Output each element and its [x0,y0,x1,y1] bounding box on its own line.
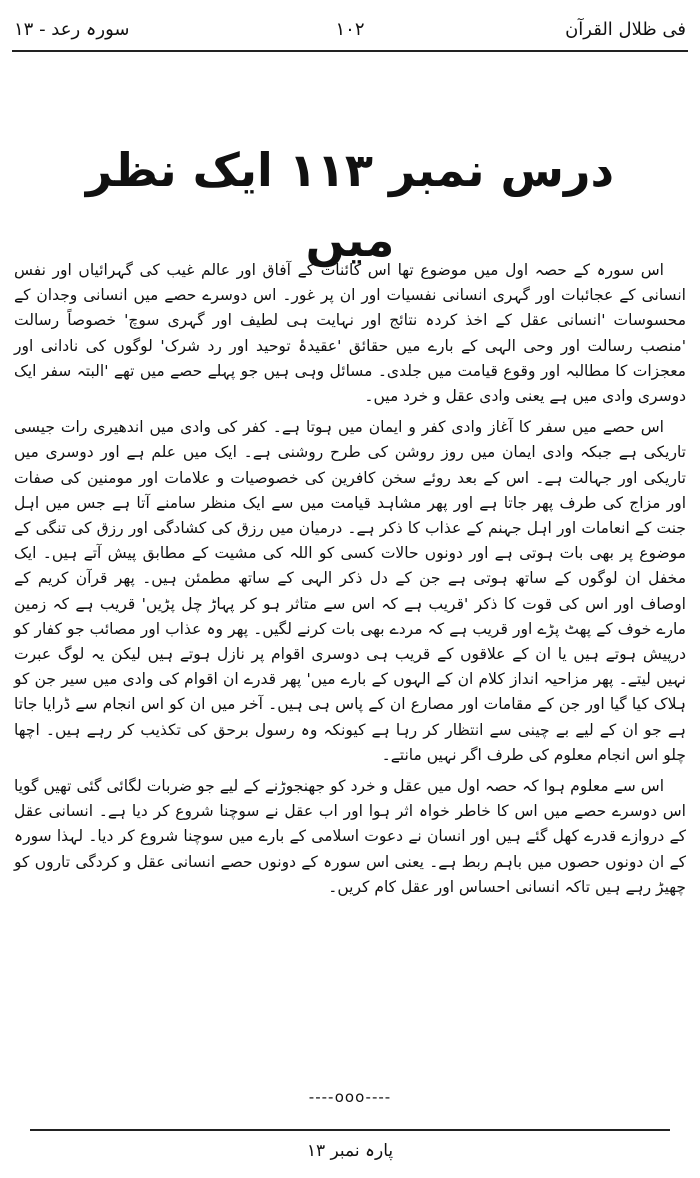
header-rule [12,50,688,52]
footer-rule [30,1129,670,1131]
surah-label: سورہ رعد - ۱۳ [14,18,130,40]
lesson-title: درس نمبر ۱۱۳ ایک نظر میں [85,143,615,267]
page-number: ۱۰۲ [335,18,365,40]
page-header [14,12,686,46]
paragraph-2: اس حصے میں سفر کا آغاز وادی کفر و ایمان میں ہوتا ہے۔ کفر کی وادی میں اندھیری رات جیسی تاریکی ہے جبکہ وادی ایمان میں روز روشن کی طرح روشنی ہے۔ ایک میں علم ہے اور دوسری میں تاریکی اور جہالت ہے۔ اس کے بعد روئے سخن کافرین کی خصوصیات و علامات اور مومنین کی صفات اور مزاج کی طرف پھر جاتا ہے اور پھر مشاہد قیامت میں سے ایک منظر سامنے آتا ہے جس میں اہل جنت کے انعامات اور اہل جہنم کے عذاب کا ذکر ہے۔ درمیان میں رزق کی کشادگی اور رزق کی تنگی کے موضوع پر بھی بات ہوتی ہے اور دونوں حالات کسی کو اللہ کی مشیت کے مطابق پیش آتے ہیں۔ ایک مخفل ان لوگوں کے ساتھ ہوتی ہے جن کے دل ذکر الہی کے ساتھ مطمئن ہیں۔ پھر قرآن کریم کے اوصاف اور اس کی قوت کا ذکر 'قریب ہے کہ اس سے متاثر ہو کر پہاڑ چل پڑیں' قریب ہے کہ زمین مارے خوف کے پھٹ پڑے اور قریب ہے کہ مردے بھی بات کرنے لگیں۔ پھر وہ عذاب اور مصائب جو کفار کو درپیش ہوتے ہیں یا ان کے علاقوں کے قریب ہی دوسری اقوام پر نازل ہوتے ہیں لیکن یہ لوگ عبرت نہیں لیتے۔ پھر مزاحیہ انداز کلام ان کے الہوں کے بارے میں' پھر قدرے ان اقوام کی وادی میں سیر جن کو ہلاک کیا گیا اور جن کے مقامات اور مصارع ان کے پاس ہی ہیں۔ آخر میں ان کو اس انجام سے ڈرایا جاتا ہے جو ان کے لیے بے چینی سے انتظار کر رہا ہے کیونکہ وہ رسول برحق کی تکذیب کر رہے ہیں۔ اچھا چلو اس انجام معلوم کی طرف اگر نہیں مانتے۔ [14,418,686,764]
paragraph-3: اس سے معلوم ہوا کہ حصہ اول میں عقل و خرد کو جھنجوڑنے کے لیے جو ضربات لگائی گئی تھیں گویا اس دوسرے حصے میں اس کا خاطر خواہ اثر ہوا اور اب عقل نے سوچنا شروع کر دیا ہے۔ انسانی عقل کے دروازے قدرے کھل گئے ہیں اور انسان نے دعوت اسلامی کے بارے میں سوچنا شروع کر دیا۔ لہذا سورہ کے ان دونوں حصوں میں باہم ربط ہے۔ یعنی اس سورہ کے دونوں حصے انسانی عقل و کردگی تاروں کو چھیڑ رہے ہیں تاکہ انسانی احساس اور عقل کام کریں۔ [14,777,686,896]
paragraph-1: اس سورہ کے حصہ اول میں موضوع تھا اس کائنات کے آفاق اور عالم غیب کی گہرائیاں اور نفس انسانی کے عجائبات اور گہری انسانی نفسیات اور ان پر غور۔ اس دوسرے حصے میں انسانی وجدان کے محسوسات 'انسانی عقل کے اخذ کردہ نتائج اور نہایت ہی لطیف اور گہری سوچ' خصوصاً رسالت 'منصب رسالت اور وحی الہی کے بارے میں حقائق 'عقیدۂ توحید اور رد شرک' لوگوں کی نادانی اور معجزات کا مطالبہ اور وقوع قیامت میں جلدی۔ مسائل وہی ہیں جو پہلے حصے میں تھے 'البتہ سفر ایک دوسری وادی میں ہے یعنی وادی عقل و خرد میں۔ [14,261,686,406]
section-separator: ----ooo---- [308,1088,392,1106]
body-text [14,258,686,900]
book-title: فی ظلال القرآن [565,18,686,40]
page-footer: پارہ نمبر ۱۳ [306,1141,394,1161]
